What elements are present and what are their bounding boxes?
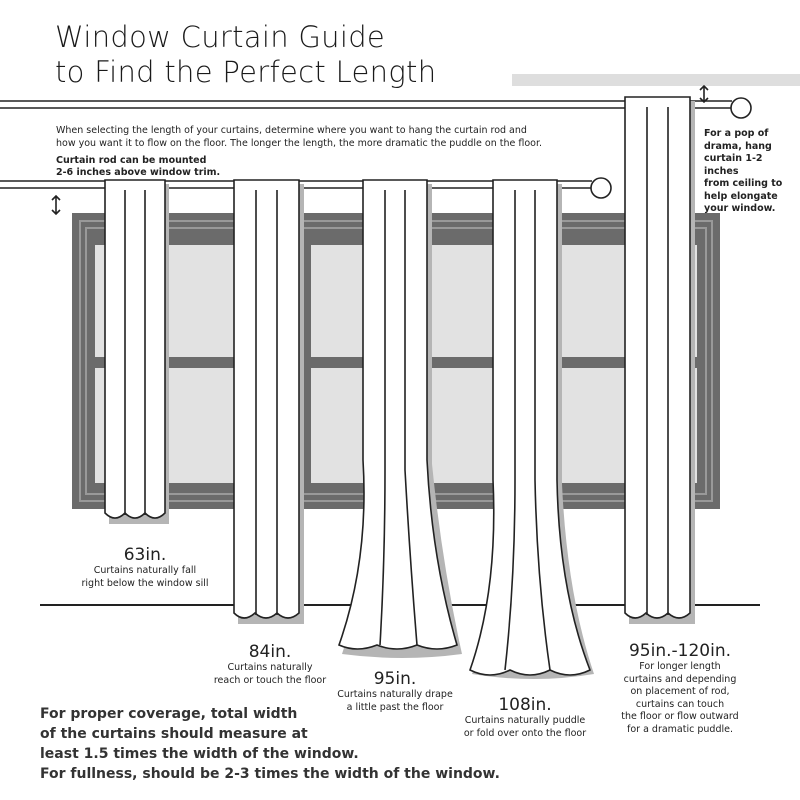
length-desc: Curtains naturally drape xyxy=(337,689,453,700)
note-line: drama, hang xyxy=(704,140,772,152)
length-desc: curtains and depending xyxy=(623,673,737,685)
curtain-63in xyxy=(105,180,169,524)
intro-line-2: how you want it to flow on the floor. The longer the length, the more dramatic the puddle on the floor. xyxy=(56,138,543,149)
footer-line: For fullness, should be 2-3 times the width of the window. xyxy=(40,766,500,782)
accent-bar xyxy=(512,74,800,86)
length-desc: reach or touch the floor xyxy=(213,674,327,686)
arrow-icon xyxy=(700,86,708,102)
length-desc: right below the window sill xyxy=(81,577,209,589)
note-line: For a pop of xyxy=(704,128,769,139)
length-label: 95in.-120in. xyxy=(628,641,732,661)
length-desc: the floor or flow outward xyxy=(621,711,739,722)
length-desc: on placement of rod, xyxy=(630,686,730,697)
length-desc: curtains can touch xyxy=(635,698,725,710)
rod-note-line-2: 2-6 inches above window trim. xyxy=(56,167,221,178)
footer-line: of the curtains should measure at xyxy=(40,726,308,742)
note-line: help elongate xyxy=(704,190,778,202)
note-line: from ceiling to xyxy=(704,178,783,189)
length-63in xyxy=(60,546,230,590)
rod-note-line-1: Curtain rod can be mounted xyxy=(56,155,207,166)
length-desc: Curtains naturally puddle xyxy=(464,715,586,726)
footer-line: least 1.5 times the width of the window. xyxy=(40,746,359,762)
length-desc: for a dramatic puddle. xyxy=(627,723,733,735)
length-label: 95in. xyxy=(373,669,417,689)
length-desc: or fold over onto the floor xyxy=(463,727,587,739)
length-desc: For longer length xyxy=(639,661,721,672)
ceiling-note xyxy=(704,128,800,216)
footer-line: For proper coverage, total width xyxy=(40,706,298,722)
arrow-icon xyxy=(52,196,60,214)
length-label: 84in. xyxy=(248,642,292,662)
curtain-84in xyxy=(234,180,304,624)
length-desc: Curtains naturally xyxy=(227,662,313,673)
length-label: 63in. xyxy=(123,545,167,565)
title-line-1: Window Curtain Guide xyxy=(55,20,386,54)
intro-line-1: When selecting the length of your curtains, determine where you want to hang the curtain rod and xyxy=(56,125,527,136)
coverage-note xyxy=(40,701,500,784)
length-95-120in xyxy=(590,642,770,736)
title-line-2: to Find the Perfect Length xyxy=(55,55,437,89)
length-desc: a little past the floor xyxy=(346,701,444,713)
note-line: your window. xyxy=(704,203,776,214)
length-desc: Curtains naturally fall xyxy=(93,565,197,576)
note-line: curtain 1-2 inches xyxy=(704,153,763,177)
curtain-120in xyxy=(625,97,695,624)
length-label: 108in. xyxy=(498,695,552,715)
